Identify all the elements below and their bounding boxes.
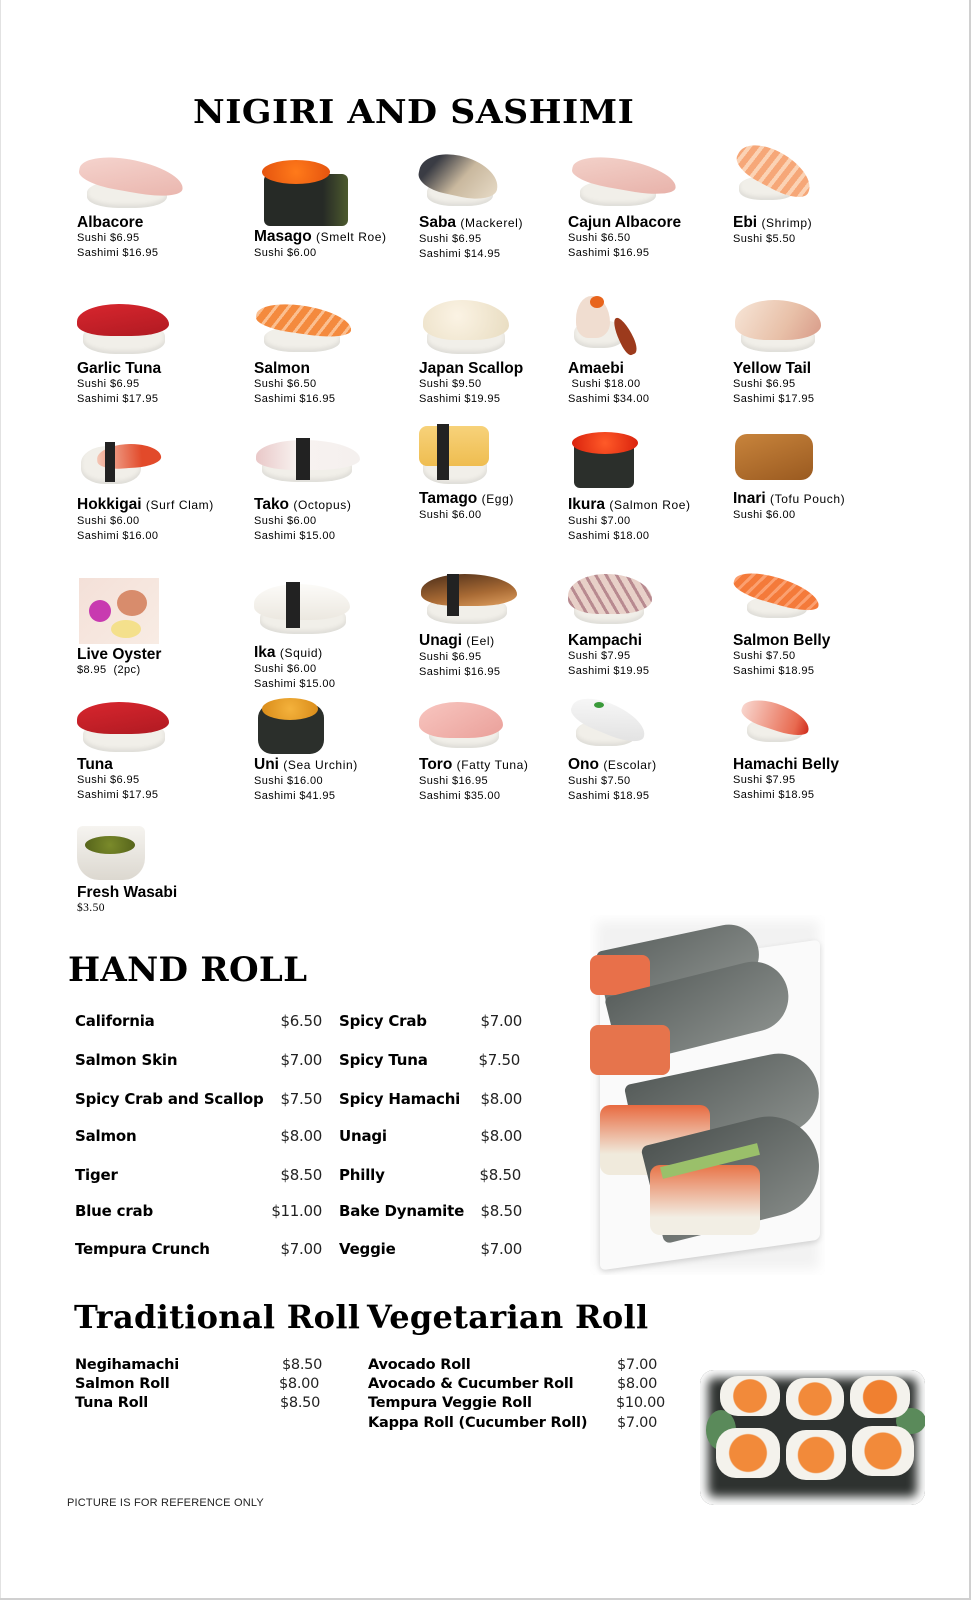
live-oyster-image	[77, 578, 247, 646]
menu-item-inari: Inari (Tofu Pouch) Sushi $6.00	[733, 424, 903, 523]
hand-roll-item: Bake Dynamite	[339, 1202, 465, 1220]
menu-item-albacore: Albacore Sushi $6.95 Sashimi $16.95	[77, 150, 247, 261]
menu-item-ikura: Ikura (Salmon Roe) Sushi $7.00 Sashimi $18.00	[568, 432, 738, 544]
hand-roll-title: HAND ROLL	[68, 950, 308, 990]
menu-item-garlic-tuna: Garlic Tuna Sushi $6.95 Sashimi $17.95	[77, 296, 247, 407]
traditional-roll-item: Negihamachi	[75, 1357, 180, 1373]
maki-roll-photo	[700, 1370, 925, 1505]
hand-roll-price: $8.50	[480, 1202, 522, 1220]
hand-roll-price: $8.50	[280, 1166, 322, 1184]
vegetarian-roll-price: $10.00	[616, 1395, 665, 1411]
hand-roll-price: $7.50	[280, 1090, 322, 1108]
menu-item-hokkigai: Hokkigai (Surf Clam) Sushi $6.00 Sashimi $16.00	[77, 432, 247, 544]
hand-roll-price: $11.00	[271, 1202, 322, 1220]
toro-image	[419, 700, 589, 756]
nigiri-sashimi-title: NIGIRI AND SASHIMI	[193, 92, 635, 131]
traditional-roll-price: $8.50	[282, 1357, 323, 1373]
traditional-roll-item: Tuna Roll	[75, 1395, 149, 1411]
hand-roll-price: $7.00	[480, 1240, 522, 1258]
amaebi-image	[568, 296, 738, 360]
hand-roll-price: $6.50	[280, 1012, 322, 1030]
hand-roll-item: Philly	[339, 1166, 385, 1184]
traditional-roll-title: Traditional Roll	[74, 1298, 361, 1336]
yellowtail-image	[733, 296, 903, 360]
masago-image	[254, 160, 424, 228]
unagi-image	[419, 574, 589, 632]
menu-item-hamachi-belly: Hamachi Belly Sushi $7.95 Sashimi $18.95	[733, 700, 903, 803]
menu-item-tamago: Tamago (Egg) Sushi $6.00	[419, 424, 589, 523]
hand-roll-item: California	[75, 1012, 155, 1030]
salmon-image	[254, 296, 424, 360]
vegetarian-roll-item: Avocado & Cucumber Roll	[368, 1376, 574, 1392]
menu-item-ika: Ika (Squid) Sushi $6.00 Sashimi $15.00	[254, 580, 424, 692]
hand-roll-photo	[590, 915, 825, 1275]
hamachi-belly-image	[733, 700, 903, 756]
ebi-image	[733, 150, 903, 214]
hand-roll-item: Spicy Tuna	[339, 1051, 428, 1069]
menu-item-kampachi: Kampachi Sushi $7.95 Sashimi $19.95	[568, 574, 738, 679]
ika-image	[254, 580, 424, 644]
menu-item-salmon-belly: Salmon Belly Sushi $7.50 Sashimi $18.95	[733, 574, 903, 679]
menu-item-live-oyster: Live Oyster $8.95 (2pc)	[77, 578, 247, 678]
menu-item-toro: Toro (Fatty Tuna) Sushi $16.95 Sashimi $35.00	[419, 700, 589, 804]
menu-item-uni: Uni (Sea Urchin) Sushi $16.00 Sashimi $41.95	[254, 698, 424, 804]
hand-roll-item: Veggie	[339, 1240, 396, 1258]
menu-item-ono: Ono (Escolar) Sushi $7.50 Sashimi $18.95	[568, 700, 738, 804]
uni-image	[254, 698, 424, 756]
vegetarian-roll-title: Vegetarian Roll	[367, 1298, 649, 1336]
hand-roll-item: Salmon	[75, 1127, 137, 1145]
hand-roll-price: $7.00	[280, 1051, 322, 1069]
hand-roll-item: Spicy Crab and Scallop	[75, 1090, 264, 1108]
vegetarian-roll-price: $7.00	[617, 1415, 658, 1431]
menu-item-unagi: Unagi (Eel) Sushi $6.95 Sashimi $16.95	[419, 574, 589, 680]
vegetarian-roll-item: Kappa Roll (Cucumber Roll)	[368, 1415, 588, 1431]
salmon-belly-image	[733, 574, 903, 632]
menu-item-yellow-tail: Yellow Tail Sushi $6.95 Sashimi $17.95	[733, 296, 903, 407]
menu-item-saba: Saba (Mackerel) Sushi $6.95 Sashimi $14.95	[419, 150, 589, 262]
menu-item-japan-scallop: Japan Scallop Sushi $9.50 Sashimi $19.95	[419, 296, 589, 407]
garlic-tuna-image	[77, 296, 247, 360]
traditional-roll-price: $8.00	[279, 1376, 320, 1392]
menu-item-fresh-wasabi: Fresh Wasabi $3.50	[77, 820, 247, 916]
hand-roll-item: Tempura Crunch	[75, 1240, 210, 1258]
hokkigai-image	[77, 432, 247, 496]
hand-roll-price: $8.00	[480, 1127, 522, 1145]
tamago-image	[419, 424, 589, 490]
hand-roll-item: Spicy Crab	[339, 1012, 427, 1030]
hand-roll-item: Blue crab	[75, 1202, 153, 1220]
kampachi-image	[568, 574, 738, 632]
menu-item-tako: Tako (Octopus) Sushi $6.00 Sashimi $15.00	[254, 432, 424, 544]
ikura-image	[568, 432, 738, 496]
vegetarian-roll-item: Avocado Roll	[368, 1357, 471, 1373]
traditional-roll-price: $8.50	[280, 1395, 321, 1411]
vegetarian-roll-item: Tempura Veggie Roll	[368, 1395, 532, 1411]
traditional-roll-item: Salmon Roll	[75, 1376, 170, 1392]
scallop-image	[419, 296, 589, 360]
reference-disclaimer: PICTURE IS FOR REFERENCE ONLY	[67, 1497, 264, 1509]
vegetarian-roll-price: $7.00	[617, 1357, 658, 1373]
hand-roll-price: $8.50	[479, 1166, 521, 1184]
ono-image	[568, 700, 738, 756]
menu-item-masago: Masago (Smelt Roe) Sushi $6.00	[254, 160, 424, 261]
menu-item-tuna: Tuna Sushi $6.95 Sashimi $17.95	[77, 700, 247, 803]
hand-roll-item: Unagi	[339, 1127, 387, 1145]
hand-roll-price: $7.50	[478, 1051, 520, 1069]
hand-roll-price: $8.00	[280, 1127, 322, 1145]
hand-roll-price: $7.00	[480, 1012, 522, 1030]
saba-image	[419, 150, 589, 214]
albacore-image	[77, 150, 247, 214]
menu-item-amaebi: Amaebi Sushi $18.00 Sashimi $34.00	[568, 296, 738, 407]
menu-item-ebi: Ebi (Shrimp) Sushi $5.50	[733, 150, 903, 247]
page-edge-left	[0, 0, 1, 1600]
hand-roll-item: Tiger	[75, 1166, 118, 1184]
fresh-wasabi-image	[77, 820, 247, 884]
hand-roll-item: Salmon Skin	[75, 1051, 178, 1069]
tako-image	[254, 432, 424, 496]
vegetarian-roll-price: $8.00	[617, 1376, 658, 1392]
inari-image	[733, 424, 903, 490]
hand-roll-item: Spicy Hamachi	[339, 1090, 461, 1108]
hand-roll-price: $7.00	[280, 1240, 322, 1258]
hand-roll-price: $8.00	[480, 1090, 522, 1108]
cajun-albacore-image	[568, 150, 738, 214]
menu-item-cajun-albacore: Cajun Albacore Sushi $6.50 Sashimi $16.95	[568, 150, 738, 261]
menu-item-salmon: Salmon Sushi $6.50 Sashimi $16.95	[254, 296, 424, 407]
tuna-image	[77, 700, 247, 756]
